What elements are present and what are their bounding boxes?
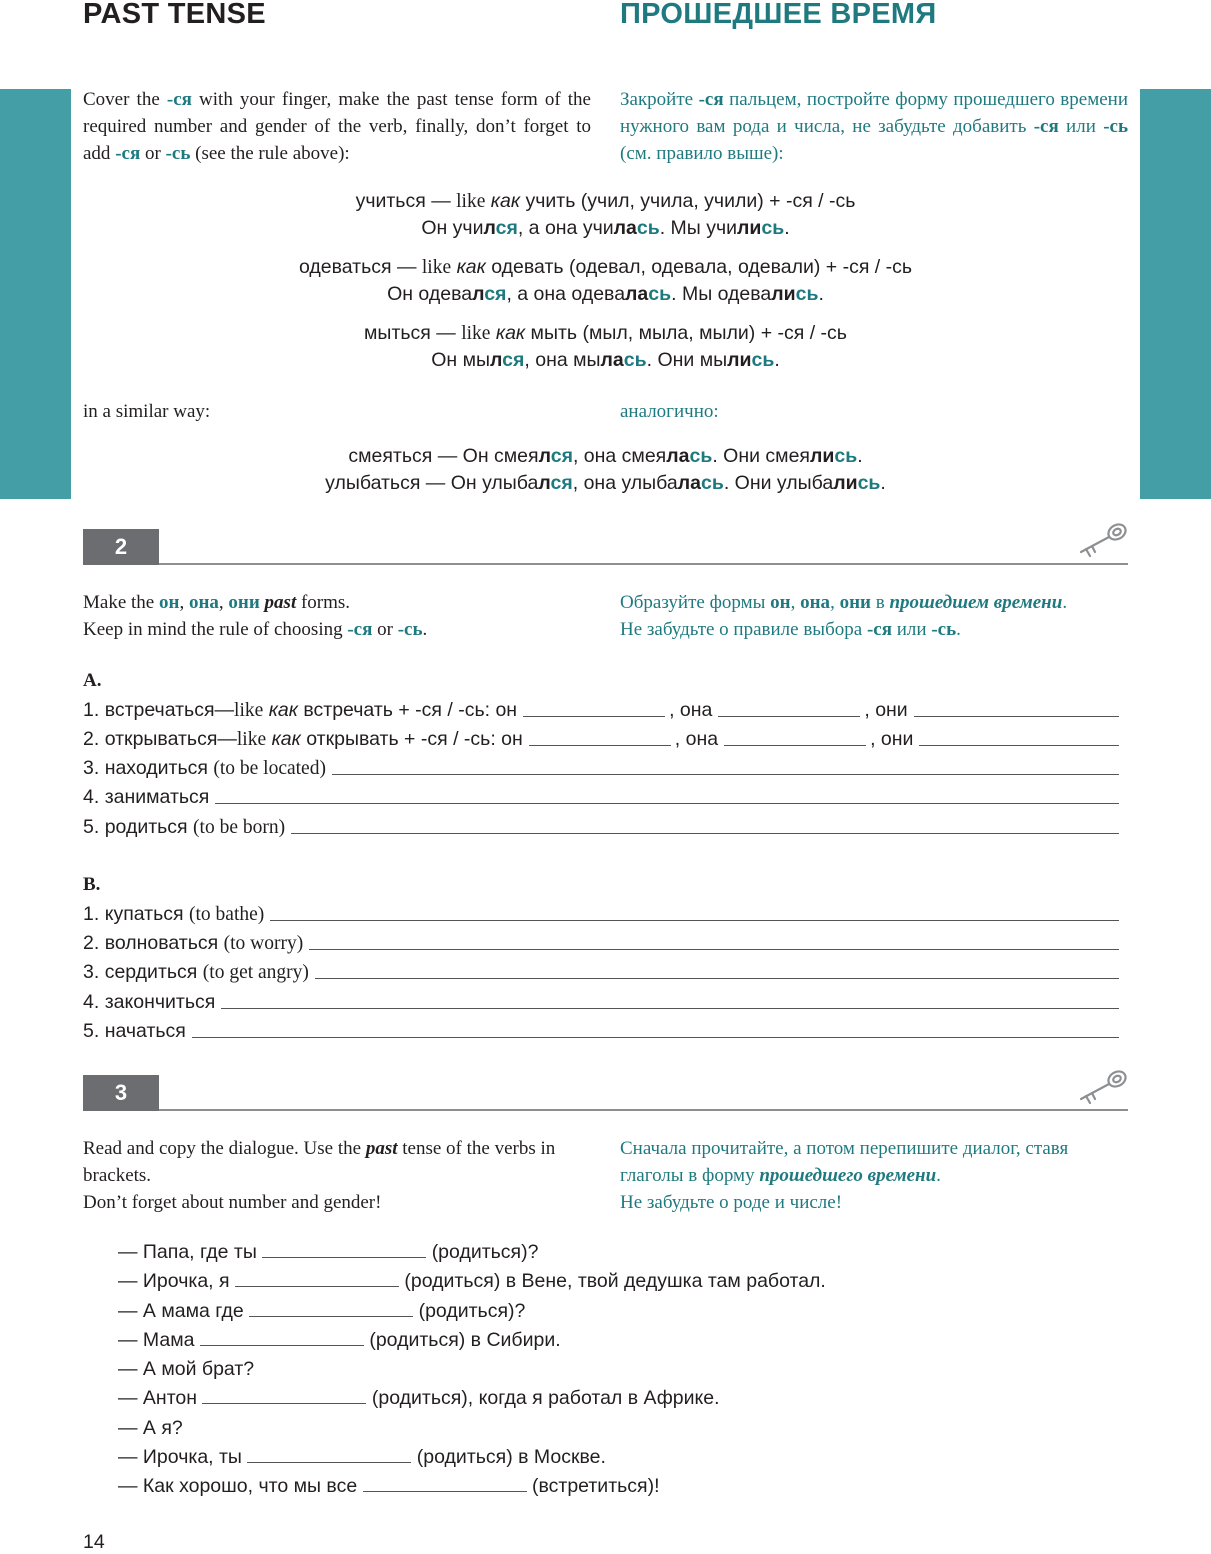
dialogue-line: — Ирочка, ты (родиться) в Москве.: [118, 1446, 606, 1469]
exercise-item: 5. начаться: [83, 1015, 1119, 1043]
dialogue-line: — Как хорошо, что мы все (встретиться)!: [118, 1475, 660, 1498]
part-b-label: B.: [83, 874, 101, 895]
exercise-item: 5. родиться (to be born): [83, 811, 1119, 839]
similar-label-ru: аналогично:: [620, 401, 719, 422]
section-divider: [159, 563, 1128, 565]
dialogue-line: — Ирочка, я (родиться) в Вене, твой дедушка там работал.: [118, 1270, 826, 1293]
answer-blank[interactable]: [718, 715, 860, 717]
answer-blank[interactable]: [309, 948, 1119, 950]
exercise-number-badge: 3: [83, 1075, 159, 1111]
exercise-item: 4. закончиться: [83, 986, 1119, 1014]
exercise-item: 1. встречаться — like как встречать + -ся / -сь: он , она , они: [83, 694, 1119, 722]
instruction-ru: Сначала прочитайте, а потом перепишите диалог, ставя глаголы в форму прошедшего времени. Не забудьте о роде и числе!: [620, 1138, 1069, 1213]
answer-blank[interactable]: [291, 832, 1119, 834]
page-title-ru: ПРОШЕДШЕЕ ВРЕМЯ: [620, 0, 937, 30]
part-a-label: A.: [83, 670, 102, 691]
answer-blank[interactable]: [249, 1315, 413, 1317]
dialogue-line: — А мой брат?: [118, 1358, 255, 1381]
dialogue-line: — Мама (родиться) в Сибири.: [118, 1328, 561, 1351]
rule-example: мыться — like как мыть (мыл, мыла, мыли) + -ся / -сь Он мылся, она мылась. Они мылись.: [364, 322, 847, 371]
instruction-en: Read and copy the dialogue. Use the past tense of the verbs in brackets. Don’t forget about number and gender!: [83, 1138, 556, 1213]
rule-text-en: Cover the -ся with your finger, make the past tense form of the required number and gender of the verb, finally, don’t forget to add -ся or -сь (see the rule above):: [83, 89, 591, 164]
answer-blank[interactable]: [529, 744, 671, 746]
page-title-en: PAST TENSE: [83, 0, 266, 30]
exercise-item: 2. открываться — like как открывать + -ся / -сь: он , она , они: [83, 723, 1119, 751]
answer-blank[interactable]: [523, 715, 665, 717]
exercise-item: 3. сердиться (to get angry): [83, 956, 1119, 984]
key-icon: [1077, 1067, 1129, 1107]
answer-blank[interactable]: [262, 1256, 426, 1258]
exercise-item: 3. находиться (to be located): [83, 752, 1119, 780]
exercise-item: 1. купаться (to bathe): [83, 898, 1119, 926]
answer-blank[interactable]: [247, 1461, 411, 1463]
dialogue-line: — А мама где (родиться)?: [118, 1299, 526, 1322]
exercise-item: 4. заниматься: [83, 781, 1119, 809]
rule-text-ru: Закройте -ся пальцем, постройте форму прошедшего времени нужного вам рода и числа, не забудьте добавить -ся или -сь (см. правило выше):: [620, 89, 1129, 164]
rule-example: учиться — like как учить (учил, учила, учили) + -ся / -сь Он учился, а она училась. Мы учились.: [355, 190, 856, 239]
similar-label-en: in a similar way:: [83, 401, 211, 422]
answer-blank[interactable]: [363, 1490, 527, 1492]
answer-blank[interactable]: [332, 773, 1119, 775]
answer-blank[interactable]: [215, 802, 1119, 804]
answer-blank[interactable]: [270, 919, 1119, 921]
exercise-item: 2. волноваться (to worry): [83, 927, 1119, 955]
answer-blank[interactable]: [724, 744, 866, 746]
page-number: 14: [83, 1531, 105, 1553]
rule-box-right-bar: [1140, 89, 1211, 499]
dialogue-line: — А я?: [118, 1416, 183, 1439]
section-divider: [159, 1109, 1128, 1111]
similar-examples: смеяться — Он смеялся, она смеялась. Они смеялись. улыбаться — Он улыбался, она улыбалась. Они улыбались.: [325, 445, 886, 494]
dialogue-line: — Папа, где ты (родиться)?: [118, 1241, 539, 1263]
exercise-number-badge: 2: [83, 529, 159, 565]
answer-blank[interactable]: [919, 744, 1119, 746]
answer-blank[interactable]: [192, 1036, 1119, 1038]
rule-box-left-bar: [0, 89, 71, 499]
dialogue: [118, 1238, 826, 1502]
dialogue-line: — Антон (родиться), когда я работал в Африке.: [118, 1387, 720, 1410]
answer-blank[interactable]: [914, 715, 1119, 717]
rule-example: одеваться — like как одевать (одевал, одевала, одевали) + -ся / -сь Он одевался, а она одевалась. Мы одевались.: [298, 256, 913, 305]
answer-blank[interactable]: [235, 1285, 399, 1287]
answer-blank[interactable]: [200, 1344, 364, 1346]
answer-blank[interactable]: [221, 1007, 1119, 1009]
answer-blank[interactable]: [202, 1402, 366, 1404]
key-icon: [1077, 520, 1129, 560]
instruction-ru: Образуйте формы он, она, они в прошедшем времени. Не забудьте о правиле выбора -ся или -сь.: [620, 592, 1068, 640]
instruction-en: Make the он, она, они past forms. Keep in mind the rule of choosing -ся or -сь.: [83, 592, 428, 640]
answer-blank[interactable]: [315, 977, 1119, 979]
